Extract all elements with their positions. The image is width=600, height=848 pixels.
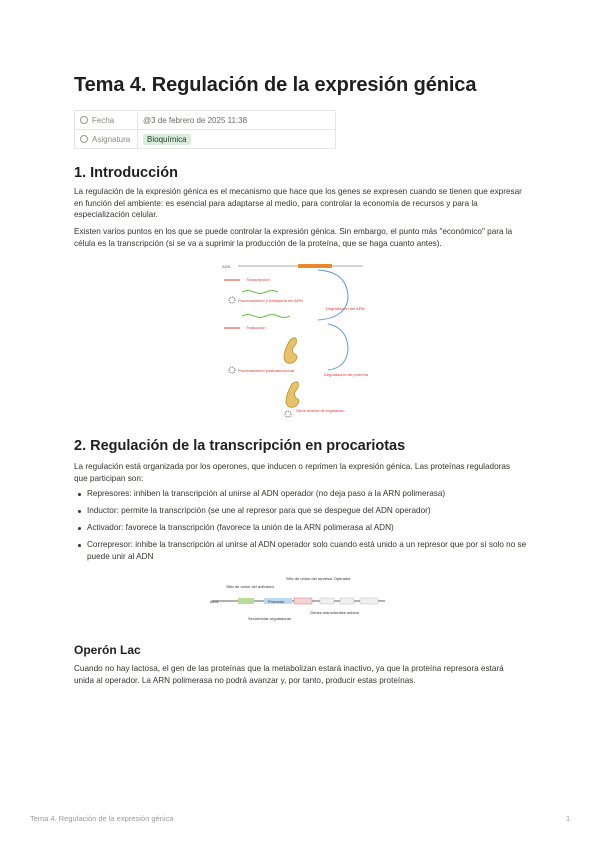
section-heading-procariotas: 2. Regulación de la transcripción en procariotas bbox=[74, 438, 406, 454]
subsection-heading-operon-lac: Operón Lac bbox=[74, 643, 141, 657]
label-dna: ADN bbox=[222, 264, 231, 269]
clock-icon bbox=[80, 116, 88, 124]
paragraph: Cuando no hay lactosa, el gen de las proteínas que la metabolizan estará inactivo, ya que la proteína represora estará unida al operador. La ARN polimerasa no podrá avanzar y, por tanto, producir estas proteínas. bbox=[74, 664, 504, 685]
paragraph: Existen varios puntos en los que se puede controlar la expresión génica. Sin embargo, el punto más "económico" para la célula es la transcripción (si se va a suprimir la producción de la proteína, que se haga cuanto antes). bbox=[74, 227, 513, 248]
gene-expression-control-figure bbox=[218, 258, 388, 428]
footer-title: Tema 4. Regulación de la expresión génica bbox=[30, 814, 174, 823]
label-activator-site: Sitio de unión del activador bbox=[226, 584, 275, 589]
property-value-date: @3 de febrero de 2025 11:38 bbox=[138, 111, 336, 130]
label-structural-genes: Genes estructurales unidos bbox=[310, 610, 359, 615]
property-value-subject bbox=[138, 130, 336, 149]
subject-tag[interactable]: Bioquímica bbox=[143, 134, 191, 145]
property-row-fecha bbox=[75, 111, 336, 130]
property-key: Fecha bbox=[75, 111, 138, 130]
label-other-levels: Otros niveles de regulación bbox=[296, 408, 345, 413]
label-protein-degradation: Degradación de proteína bbox=[324, 372, 369, 377]
label-post-translational: Procesamiento postraduccional bbox=[238, 368, 294, 373]
label-dna: ADN bbox=[210, 599, 219, 604]
label-promoter: Promotor bbox=[268, 599, 285, 604]
page-number: 1 bbox=[566, 814, 571, 823]
list-item: Represores: inhiben la transcripción al unirse al ADN operador (no deja paso a la ARN polimerasa) bbox=[74, 488, 534, 500]
paragraph: La regulación de la expresión génica es el mecanismo que hace que los genes se expresen cuando se tienen que expresar en función del ambiente: es esencial para adaptarse al medio, para controlar la economía de recursos y para la especialización celular. bbox=[74, 187, 522, 219]
label-transcription: Transcripción bbox=[246, 277, 270, 282]
property-key: Asignatura bbox=[75, 130, 138, 149]
label-repressor-site: Sitio de unión del represor Operador bbox=[286, 576, 351, 581]
properties-table bbox=[74, 110, 336, 149]
list-icon bbox=[80, 135, 88, 143]
label-regulatory-sequences: Secuencias reguladoras bbox=[248, 616, 291, 621]
list-item: Activador: favorece la transcripción (favorece la unión de la ARN polimerasa al ADN) bbox=[74, 522, 534, 534]
paragraph: La regulación está organizada por los operones, que inducen o reprimen la expresión génica. Las proteínas reguladoras que participan son: bbox=[74, 462, 511, 483]
property-row-asignatura bbox=[75, 130, 336, 149]
label-rna-degradation: Degradación del ARN bbox=[326, 306, 365, 311]
page-title: Tema 4. Regulación de la expresión génica bbox=[74, 74, 477, 96]
operon-structure-figure bbox=[210, 574, 390, 624]
label-rna-processing: Procesamiento y transporte del ARN bbox=[238, 298, 303, 303]
list-item: Correpresor: inhibe la transcripción al unirse al ADN operador solo cuando está unido a un represor que por sí solo no se puede unir al ADN bbox=[74, 539, 534, 562]
list-item: Inductor: permite la transcripción (se une al represor para que se despegue del ADN operador) bbox=[74, 505, 534, 517]
section-heading-introduccion: 1. Introducción bbox=[74, 165, 178, 181]
label-translation: Traducción bbox=[246, 325, 266, 330]
regulatory-proteins-list bbox=[74, 488, 534, 568]
